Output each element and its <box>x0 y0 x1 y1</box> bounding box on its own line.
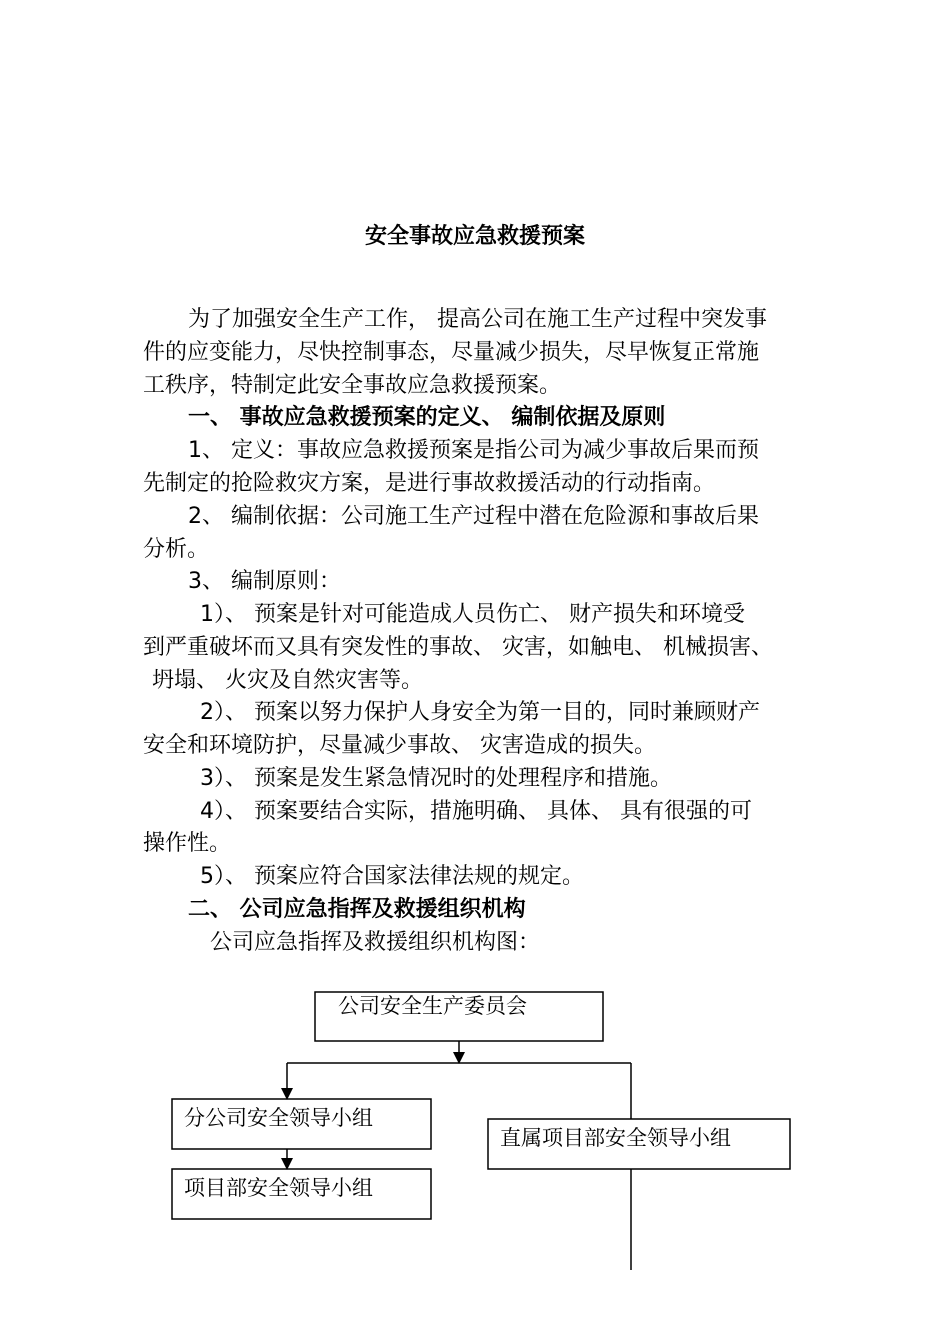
paragraph-line: 先制定的抢险救灾方案，是进行事故救援活动的行动指南。 <box>143 471 716 496</box>
project-group-label: 项目部安全领导小组 <box>184 1176 373 1200</box>
section-heading-2: 二、 公司应急指挥及救援组织机构 <box>188 897 526 922</box>
paragraph-line: 工秩序，特制定此安全事故应急救援预案。 <box>143 373 562 398</box>
paragraph-line: 5）、 预案应符合国家法律法规的规定。 <box>200 864 584 889</box>
paragraph-line: 到严重破坏而又具有突发性的事故、 灾害，如触电、 机械损害、 <box>143 635 773 660</box>
paragraph-line: 为了加强安全生产工作， 提高公司在施工生产过程中突发事 <box>188 307 767 332</box>
paragraph-line: 坍塌、 火灾及自然灾害等。 <box>152 668 423 693</box>
paragraph-line: 件的应变能力，尽快控制事态，尽量减少损失，尽早恢复正常施 <box>143 340 760 365</box>
paragraph-line: 3、 编制原则： <box>188 569 341 594</box>
branch-group-label: 分公司安全领导小组 <box>184 1106 373 1130</box>
paragraph-line: 1、 定义：事故应急救援预案是指公司为减少事故后果而预 <box>188 438 759 463</box>
paragraph-line: 2、 编制依据：公司施工生产过程中潜在危险源和事故后果 <box>188 504 759 529</box>
paragraph-line: 安全和环境防护，尽量减少事故、 灾害造成的损失。 <box>143 733 656 758</box>
paragraph-line: 1）、 预案是针对可能造成人员伤亡、 财产损失和环境受 <box>200 602 745 627</box>
paragraph-line: 分析。 <box>143 537 210 562</box>
direct-group-label: 直属项目部安全领导小组 <box>500 1126 731 1150</box>
paragraph-line: 3）、 预案是发生紧急情况时的处理程序和措施。 <box>200 766 672 791</box>
paragraph-line: 操作性。 <box>143 831 232 856</box>
paragraph-line: 2）、 预案以努力保护人身安全为第一目的，同时兼顾财产 <box>200 700 760 725</box>
chart-caption: 公司应急指挥及救援组织机构图： <box>210 930 541 955</box>
document-title: 安全事故应急救援预案 <box>364 224 585 249</box>
paragraph-line: 4）、 预案要结合实际，措施明确、 具体、 具有很强的可 <box>200 799 752 824</box>
section-heading-1: 一、 事故应急救援预案的定义、 编制依据及原则 <box>188 405 666 430</box>
committee-label: 公司安全生产委员会 <box>338 994 527 1018</box>
